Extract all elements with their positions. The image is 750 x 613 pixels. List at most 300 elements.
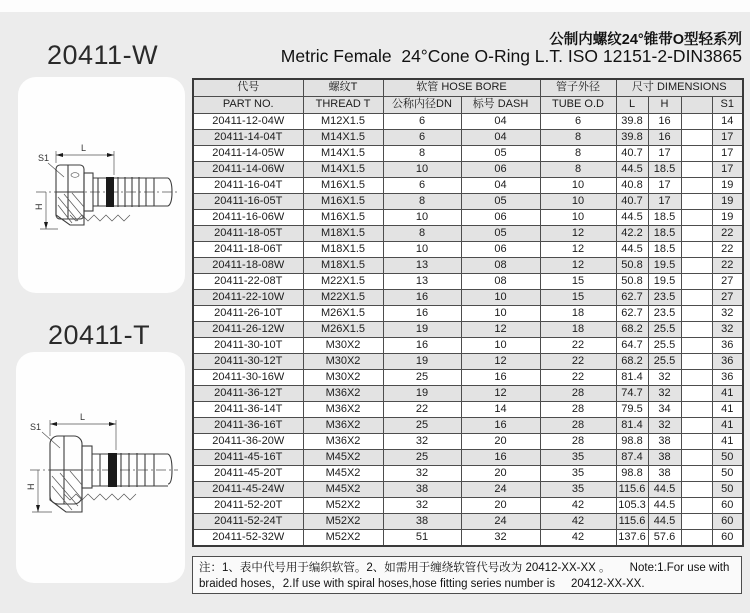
table-cell: 40.7 <box>616 193 648 209</box>
table-cell: 13 <box>383 273 461 289</box>
table-cell: M45X2 <box>303 449 383 465</box>
table-cell: 22 <box>540 337 616 353</box>
fitting-drawing-w <box>18 77 185 293</box>
table-cell: 20411-18-05T <box>193 225 303 241</box>
table-cell: 8 <box>383 193 461 209</box>
table-cell: 44.5 <box>616 209 648 225</box>
table-cell: 8 <box>383 145 461 161</box>
spacer-cell <box>681 193 712 209</box>
table-cell: M36X2 <box>303 385 383 401</box>
table-cell: 32 <box>383 465 461 481</box>
table-cell: 10 <box>461 337 540 353</box>
table-cell: 20411-22-10W <box>193 289 303 305</box>
table-cell: 137.6 <box>616 529 648 546</box>
table-cell: 05 <box>461 225 540 241</box>
table-cell: M30X2 <box>303 337 383 353</box>
col-dn: 公称内径DN <box>383 96 461 113</box>
table-cell: 16 <box>461 417 540 433</box>
table-cell: 10 <box>383 241 461 257</box>
table-cell: 22 <box>540 353 616 369</box>
table-cell: 8 <box>383 225 461 241</box>
table-cell: 20411-30-16W <box>193 369 303 385</box>
table-cell: 17 <box>648 193 681 209</box>
spacer-cell <box>681 401 712 417</box>
table-cell: 20411-12-04W <box>193 113 303 129</box>
spacer-cell <box>681 369 712 385</box>
table-cell: 6 <box>383 177 461 193</box>
table-cell: 41 <box>712 401 743 417</box>
table-cell: 16 <box>461 449 540 465</box>
spacer-cell <box>681 433 712 449</box>
table-cell: 20 <box>461 465 540 481</box>
table-row <box>193 321 743 337</box>
series-label-w: 20411-W <box>47 40 159 70</box>
table-cell: 05 <box>461 193 540 209</box>
dim-s1-label: S1 <box>38 153 50 163</box>
table-cell: 68.2 <box>616 353 648 369</box>
table-cell: M18X1.5 <box>303 225 383 241</box>
spacer-cell <box>681 113 712 129</box>
col-part-no-cn: 代号 <box>193 79 303 96</box>
spacer-cell <box>681 257 712 273</box>
table-cell: 38 <box>383 513 461 529</box>
table-cell: 35 <box>540 465 616 481</box>
spacer-cell <box>681 465 712 481</box>
table-cell: 25.5 <box>648 321 681 337</box>
table-cell: 22 <box>712 241 743 257</box>
table-cell: 04 <box>461 129 540 145</box>
spacer-cell <box>681 337 712 353</box>
table-cell: 8 <box>540 145 616 161</box>
col-h: H <box>648 96 681 113</box>
spacer-cell <box>681 273 712 289</box>
col-l: L <box>616 96 648 113</box>
table-cell: 8 <box>540 129 616 145</box>
table-cell: 50 <box>712 465 743 481</box>
table-cell: 10 <box>461 305 540 321</box>
table-cell: 79.5 <box>616 401 648 417</box>
fitting-drawing-t <box>16 352 185 583</box>
spacer-cell <box>681 225 712 241</box>
table-cell: 20411-18-06T <box>193 241 303 257</box>
table-cell: 14 <box>712 113 743 129</box>
table-cell: M52X2 <box>303 513 383 529</box>
table-cell: 44.5 <box>648 513 681 529</box>
table-cell: 60 <box>712 529 743 546</box>
table-cell: 20411-52-32W <box>193 529 303 546</box>
spacer-cell <box>681 385 712 401</box>
table-cell: 62.7 <box>616 305 648 321</box>
table-cell: 25.5 <box>648 337 681 353</box>
table-cell: 16 <box>461 369 540 385</box>
table-cell: 27 <box>712 273 743 289</box>
table-row <box>193 481 743 497</box>
table-cell: 98.8 <box>616 465 648 481</box>
table-cell: 05 <box>461 145 540 161</box>
table-row <box>193 225 743 241</box>
table-row <box>193 129 743 145</box>
table-cell: 44.5 <box>616 241 648 257</box>
table-cell: 23.5 <box>648 289 681 305</box>
table-cell: M52X2 <box>303 497 383 513</box>
table-cell: M30X2 <box>303 353 383 369</box>
table-row <box>193 177 743 193</box>
table-cell: 18.5 <box>648 225 681 241</box>
table-cell: 42 <box>540 529 616 546</box>
table-cell: M16X1.5 <box>303 177 383 193</box>
table-cell: 20411-16-04T <box>193 177 303 193</box>
table-cell: 39.8 <box>616 129 648 145</box>
table-cell: 32 <box>648 417 681 433</box>
col-thread: THREAD T <box>303 96 383 113</box>
table-row <box>193 369 743 385</box>
table-cell: 12 <box>461 321 540 337</box>
table-cell: M22X1.5 <box>303 289 383 305</box>
table-cell: 44.5 <box>616 161 648 177</box>
table-cell: 20 <box>461 497 540 513</box>
table-cell: 32 <box>648 385 681 401</box>
table-cell: 38 <box>648 433 681 449</box>
table-cell: 20411-22-08T <box>193 273 303 289</box>
series-label-t: 20411-T <box>48 320 151 350</box>
table-cell: 19 <box>712 177 743 193</box>
col-s1: S1 <box>712 96 743 113</box>
table-cell: 25 <box>383 369 461 385</box>
spacer-cell <box>681 513 712 529</box>
table-cell: 36 <box>712 337 743 353</box>
spacer-cell <box>681 417 712 433</box>
spacer-cell <box>681 481 712 497</box>
table-cell: 19.5 <box>648 257 681 273</box>
table-cell: 08 <box>461 273 540 289</box>
table-cell: 18.5 <box>648 161 681 177</box>
table-cell: 68.2 <box>616 321 648 337</box>
table-cell: 81.4 <box>616 369 648 385</box>
table-cell: 20411-45-20T <box>193 465 303 481</box>
table-cell: 17 <box>648 177 681 193</box>
table-cell: 12 <box>461 385 540 401</box>
table-cell: 50.8 <box>616 273 648 289</box>
table-cell: 13 <box>383 257 461 273</box>
table-cell: 25 <box>383 449 461 465</box>
table-cell: 20411-45-16T <box>193 449 303 465</box>
table-row <box>193 497 743 513</box>
table-row <box>193 145 743 161</box>
table-cell: 32 <box>461 529 540 546</box>
col-part-no: PART NO. <box>193 96 303 113</box>
drawing-card-t <box>16 352 185 583</box>
spacer-cell <box>681 129 712 145</box>
table-cell: 12 <box>461 353 540 369</box>
table-cell: 42 <box>540 513 616 529</box>
table-cell: 18 <box>540 321 616 337</box>
table-cell: 24 <box>461 513 540 529</box>
table-row <box>193 305 743 321</box>
spacer-cell <box>681 145 712 161</box>
table-row <box>193 337 743 353</box>
footnote-line2: braided hoses，2.If use with spiral hoses,hose fitting series number is 20412-XX-XX. <box>199 578 645 591</box>
table-cell: 51 <box>383 529 461 546</box>
table-row <box>193 417 743 433</box>
table-cell: 16 <box>383 289 461 305</box>
table-cell: 27 <box>712 289 743 305</box>
table-cell: M16X1.5 <box>303 193 383 209</box>
table-cell: 20411-30-10T <box>193 337 303 353</box>
table-cell: 10 <box>383 209 461 225</box>
table-cell: 20411-14-06W <box>193 161 303 177</box>
header-row-2 <box>193 96 743 113</box>
table-cell: 16 <box>648 113 681 129</box>
spacer-cell <box>681 305 712 321</box>
table-cell: 34 <box>648 401 681 417</box>
footnote-line1: 注：1、表中代号用于编织软管。2、如需用于缠绕软管代号改为 20412-XX-XX 。 Note:1.For use with <box>199 562 730 574</box>
table-cell: 39.8 <box>616 113 648 129</box>
table-cell: M26X1.5 <box>303 305 383 321</box>
table-cell: 22 <box>383 401 461 417</box>
table-cell: 10 <box>461 289 540 305</box>
table-cell: 10 <box>540 177 616 193</box>
table-cell: 42.2 <box>616 225 648 241</box>
table-cell: M14X1.5 <box>303 145 383 161</box>
table-cell: 32 <box>648 369 681 385</box>
table-row <box>193 209 743 225</box>
table-cell: 115.6 <box>616 481 648 497</box>
table-cell: 17 <box>648 145 681 161</box>
table-cell: 12 <box>540 241 616 257</box>
table-cell: 32 <box>383 433 461 449</box>
table-cell: 35 <box>540 449 616 465</box>
table-cell: 38 <box>648 449 681 465</box>
page-title-english: Metric Female 24°Cone O-Ring L.T. ISO 12151-2-DIN3865 <box>280 46 742 66</box>
table-cell: 57.6 <box>648 529 681 546</box>
table-cell: 41 <box>712 417 743 433</box>
table-cell: M14X1.5 <box>303 129 383 145</box>
table-cell: 41 <box>712 433 743 449</box>
table-cell: 28 <box>540 401 616 417</box>
table-cell: 25.5 <box>648 353 681 369</box>
table-cell: 50 <box>712 449 743 465</box>
table-cell: 22 <box>712 225 743 241</box>
table-cell: 14 <box>461 401 540 417</box>
spacer-cell <box>681 209 712 225</box>
table-cell: 60 <box>712 497 743 513</box>
table-cell: M18X1.5 <box>303 241 383 257</box>
table-cell: 6 <box>383 113 461 129</box>
table-cell: 28 <box>540 433 616 449</box>
spec-table-header <box>193 79 743 113</box>
table-row <box>193 257 743 273</box>
table-cell: 87.4 <box>616 449 648 465</box>
table-cell: 115.6 <box>616 513 648 529</box>
col-dash: 标号 DASH <box>461 96 540 113</box>
table-cell: 44.5 <box>648 481 681 497</box>
table-cell: 36 <box>712 353 743 369</box>
table-cell: 74.7 <box>616 385 648 401</box>
table-cell: 10 <box>540 193 616 209</box>
table-cell: 10 <box>540 209 616 225</box>
table-row <box>193 529 743 546</box>
table-row <box>193 241 743 257</box>
table-cell: 19 <box>383 385 461 401</box>
spacer-cell <box>681 353 712 369</box>
table-cell: M45X2 <box>303 465 383 481</box>
table-cell: 17 <box>712 129 743 145</box>
table-cell: 06 <box>461 161 540 177</box>
table-row <box>193 433 743 449</box>
spacer-cell <box>681 161 712 177</box>
table-cell: 38 <box>648 465 681 481</box>
table-row <box>193 353 743 369</box>
table-cell: 17 <box>712 145 743 161</box>
table-cell: 16 <box>648 129 681 145</box>
spacer-cell <box>681 177 712 193</box>
table-cell: 32 <box>383 497 461 513</box>
table-row <box>193 161 743 177</box>
table-cell: 28 <box>540 417 616 433</box>
spacer-cell <box>681 449 712 465</box>
table-cell: 15 <box>540 289 616 305</box>
table-cell: 20411-16-06W <box>193 209 303 225</box>
table-row <box>193 193 743 209</box>
table-cell: 6 <box>540 113 616 129</box>
table-cell: 98.8 <box>616 433 648 449</box>
table-row <box>193 113 743 129</box>
table-cell: 20411-30-12T <box>193 353 303 369</box>
table-cell: M16X1.5 <box>303 209 383 225</box>
table-cell: 105.3 <box>616 497 648 513</box>
table-cell: 19 <box>383 321 461 337</box>
col-thread-cn: 螺纹T <box>303 79 383 96</box>
table-cell: 10 <box>383 161 461 177</box>
table-cell: 20411-18-08W <box>193 257 303 273</box>
table-cell: 20411-14-04T <box>193 129 303 145</box>
spacer-cell <box>681 497 712 513</box>
table-cell: 20411-52-24T <box>193 513 303 529</box>
table-row <box>193 465 743 481</box>
table-cell: 32 <box>712 321 743 337</box>
col-hose-bore: 软管 HOSE BORE <box>383 79 540 96</box>
table-cell: 20411-36-12T <box>193 385 303 401</box>
table-cell: 19 <box>383 353 461 369</box>
table-cell: 18.5 <box>648 241 681 257</box>
table-cell: 23.5 <box>648 305 681 321</box>
header-row-1 <box>193 79 743 96</box>
spec-table <box>192 78 744 547</box>
table-cell: 50.8 <box>616 257 648 273</box>
dim-s1-label: S1 <box>30 422 42 432</box>
table-cell: 60 <box>712 513 743 529</box>
top-white-strip <box>0 0 750 12</box>
table-row <box>193 513 743 529</box>
table-cell: M36X2 <box>303 433 383 449</box>
table-cell: 20411-14-05W <box>193 145 303 161</box>
table-cell: 44.5 <box>648 497 681 513</box>
table-cell: 62.7 <box>616 289 648 305</box>
table-cell: 18 <box>540 305 616 321</box>
table-cell: 19 <box>712 209 743 225</box>
table-row <box>193 273 743 289</box>
table-row <box>193 289 743 305</box>
spacer-cell <box>681 529 712 546</box>
col-tube-od: TUBE O.D <box>540 96 616 113</box>
table-cell: 36 <box>712 369 743 385</box>
table-cell: 64.7 <box>616 337 648 353</box>
dim-l-label: L <box>80 412 86 422</box>
spec-table-body <box>193 113 743 546</box>
col-spacer <box>681 96 712 113</box>
table-row <box>193 385 743 401</box>
table-cell: 19.5 <box>648 273 681 289</box>
table-cell: 22 <box>712 257 743 273</box>
table-cell: 81.4 <box>616 417 648 433</box>
table-cell: 17 <box>712 161 743 177</box>
table-cell: M26X1.5 <box>303 321 383 337</box>
table-cell: 25 <box>383 417 461 433</box>
spacer-cell <box>681 241 712 257</box>
dim-l-label: L <box>81 143 87 153</box>
table-cell: 08 <box>461 257 540 273</box>
table-cell: M52X2 <box>303 529 383 546</box>
table-cell: M36X2 <box>303 417 383 433</box>
spacer-cell <box>681 289 712 305</box>
table-cell: 20411-26-10T <box>193 305 303 321</box>
table-cell: 06 <box>461 209 540 225</box>
table-cell: 19 <box>712 193 743 209</box>
table-cell: 8 <box>540 161 616 177</box>
dim-h-label: H <box>26 483 36 490</box>
table-cell: 04 <box>461 177 540 193</box>
dim-h-label: H <box>34 203 44 210</box>
table-cell: 16 <box>383 305 461 321</box>
col-tube-od-cn: 管子外径 <box>540 79 616 96</box>
table-cell: 20411-26-12W <box>193 321 303 337</box>
table-cell: 35 <box>540 481 616 497</box>
table-cell: M22X1.5 <box>303 273 383 289</box>
table-cell: 20411-52-20T <box>193 497 303 513</box>
table-cell: 38 <box>383 481 461 497</box>
table-cell: 20411-36-16T <box>193 417 303 433</box>
table-cell: 20411-45-24W <box>193 481 303 497</box>
table-cell: 50 <box>712 481 743 497</box>
table-cell: 40.7 <box>616 145 648 161</box>
table-cell: M18X1.5 <box>303 257 383 273</box>
table-cell: 24 <box>461 481 540 497</box>
table-cell: M30X2 <box>303 369 383 385</box>
table-cell: 20411-36-20W <box>193 433 303 449</box>
spec-table-wrap <box>192 78 742 547</box>
table-cell: 04 <box>461 113 540 129</box>
table-cell: 06 <box>461 241 540 257</box>
table-cell: 42 <box>540 497 616 513</box>
table-cell: 6 <box>383 129 461 145</box>
table-cell: 22 <box>540 369 616 385</box>
col-dimensions: 尺寸 DIMENSIONS <box>616 79 743 96</box>
table-cell: 28 <box>540 385 616 401</box>
table-cell: M12X1.5 <box>303 113 383 129</box>
table-cell: 20411-16-05T <box>193 193 303 209</box>
table-cell: 12 <box>540 257 616 273</box>
page-title-chinese: 公制内螺纹24°锥带O型轻系列 <box>549 32 742 48</box>
table-cell: 20411-36-14T <box>193 401 303 417</box>
table-cell: M36X2 <box>303 401 383 417</box>
table-row <box>193 449 743 465</box>
table-cell: 18.5 <box>648 209 681 225</box>
table-cell: 40.8 <box>616 177 648 193</box>
table-cell: 12 <box>540 225 616 241</box>
table-cell: 15 <box>540 273 616 289</box>
drawing-card-w <box>18 77 185 293</box>
spacer-cell <box>681 321 712 337</box>
